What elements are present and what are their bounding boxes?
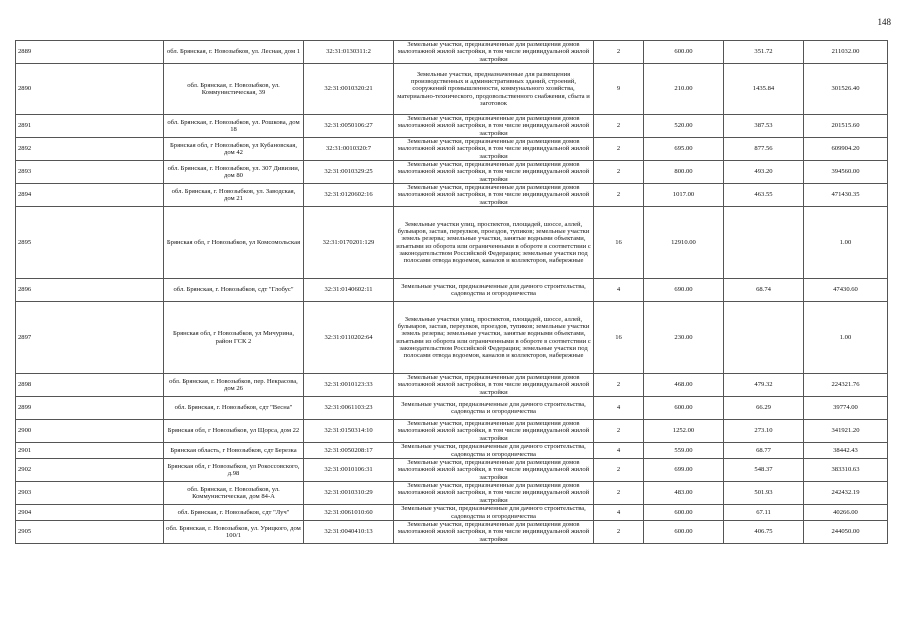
- area-cell: 699.00: [644, 459, 724, 482]
- cadastral-value-cell: 201515.60: [804, 115, 888, 138]
- cadastral-number-cell: 32:31:0140602:11: [304, 279, 394, 302]
- area-cell: 600.00: [644, 41, 724, 64]
- specific-value-cell: 68.77: [724, 443, 804, 459]
- area-cell: 559.00: [644, 443, 724, 459]
- area-cell: 483.00: [644, 482, 724, 505]
- land-use-cell: Земельные участки, предназначенные для размещения домов малоэтажной жилой застройки, в том числе индивидуальной жилой застройки: [394, 374, 594, 397]
- table-row: [16, 138, 888, 161]
- land-use-cell: Земельные участки, предназначенные для размещения домов малоэтажной жилой застройки, в том числе индивидуальной жилой застройки: [394, 41, 594, 64]
- specific-value-cell: [724, 302, 804, 374]
- land-use-cell: Земельные участки, предназначенные для размещения домов малоэтажной жилой застройки, в том числе индивидуальной жилой застройки: [394, 161, 594, 184]
- specific-value-cell: 67.11: [724, 505, 804, 521]
- address-cell: Брянская обл, г Новозыбков, ул Мичурина, район ГСК 2: [164, 302, 304, 374]
- row-number: 2892: [16, 138, 164, 161]
- row-number: 2895: [16, 207, 164, 279]
- group-number-cell: 2: [594, 184, 644, 207]
- specific-value-cell: [724, 207, 804, 279]
- area-cell: 230.00: [644, 302, 724, 374]
- group-number-cell: 2: [594, 138, 644, 161]
- cadastral-value-cell: 609904.20: [804, 138, 888, 161]
- address-cell: обл. Брянская, г. Новозыбков, ул. Коммунистическая, 39: [164, 64, 304, 115]
- cadastral-value-cell: 211032.00: [804, 41, 888, 64]
- area-cell: 690.00: [644, 279, 724, 302]
- cadastral-number-cell: 32:31:0010320:21: [304, 64, 394, 115]
- group-number-cell: 2: [594, 115, 644, 138]
- cadastral-number-cell: 32:31:0061010:60: [304, 505, 394, 521]
- land-use-cell: Земельные участки, предназначенные для размещения домов малоэтажной жилой застройки, в том числе индивидуальной жилой застройки: [394, 184, 594, 207]
- row-number: 2899: [16, 397, 164, 420]
- group-number-cell: 2: [594, 161, 644, 184]
- area-cell: 1017.00: [644, 184, 724, 207]
- row-number: 2890: [16, 64, 164, 115]
- group-number-cell: 2: [594, 459, 644, 482]
- group-number-cell: 9: [594, 64, 644, 115]
- cadastral-number-cell: 32:31:0010329:25: [304, 161, 394, 184]
- specific-value-cell: 548.37: [724, 459, 804, 482]
- cadastral-number-cell: 32:31:0061103:23: [304, 397, 394, 420]
- specific-value-cell: 479.32: [724, 374, 804, 397]
- area-cell: 600.00: [644, 521, 724, 544]
- area-cell: 520.00: [644, 115, 724, 138]
- table-row: [16, 459, 888, 482]
- cadastral-value-cell: 39774.00: [804, 397, 888, 420]
- cadastral-value-cell: 242432.19: [804, 482, 888, 505]
- table-row: [16, 374, 888, 397]
- specific-value-cell: 1435.84: [724, 64, 804, 115]
- land-use-cell: Земельные участки, предназначенные для размещения домов малоэтажной жилой застройки, в том числе индивидуальной жилой застройки: [394, 482, 594, 505]
- cadastral-number-cell: 32:31:0150314:10: [304, 420, 394, 443]
- cadastral-number-cell: 32:31:0050106:27: [304, 115, 394, 138]
- land-use-cell: Земельные участки, предназначенные для дачного строительства, садоводства и огородничества: [394, 443, 594, 459]
- address-cell: обл. Брянская, г. Новозыбков, ул. Коммунистическая, дом 84-А: [164, 482, 304, 505]
- group-number-cell: 2: [594, 521, 644, 544]
- table-row: [16, 521, 888, 544]
- area-cell: 12910.00: [644, 207, 724, 279]
- land-use-cell: Земельные участки улиц, проспектов, площадей, шоссе, аллей, бульваров, застав, переулков, проездов, тупиков; земельные участки земель резерва; земельные участки, занятые водными объектами, изъятыми из оборота или ограниченными в обороте в соответствии с законодательством Российской Федерации; земельные участки под полосами отвода водоемов, каналов и коллекторов, набережные: [394, 302, 594, 374]
- group-number-cell: 4: [594, 443, 644, 459]
- area-cell: 600.00: [644, 397, 724, 420]
- table-row: [16, 184, 888, 207]
- address-cell: Брянская обл, г Новозыбков, ул Комсомольская: [164, 207, 304, 279]
- table-row: [16, 443, 888, 459]
- specific-value-cell: 501.93: [724, 482, 804, 505]
- cadastral-value-cell: 301526.40: [804, 64, 888, 115]
- row-number: 2897: [16, 302, 164, 374]
- specific-value-cell: 273.10: [724, 420, 804, 443]
- address-cell: обл. Брянская, г. Новозыбков, пер. Некрасова, дом 26: [164, 374, 304, 397]
- table-row: [16, 207, 888, 279]
- land-use-cell: Земельные участки улиц, проспектов, площадей, шоссе, аллей, бульваров, застав, переулков, проездов, тупиков; земельные участки земель резерва; земельные участки, занятые водными объектами, изъятыми из оборота или ограниченными в обороте в соответствии с законодательством Российской Федерации; земельные участки под полосами отвода водоемов, каналов и коллекторов, набережные: [394, 207, 594, 279]
- address-cell: обл. Брянская, г. Новозыбков, сдт "Луч": [164, 505, 304, 521]
- cadastral-number-cell: 32:31:0010123:33: [304, 374, 394, 397]
- group-number-cell: 2: [594, 482, 644, 505]
- cadastral-value-cell: 471430.35: [804, 184, 888, 207]
- table-row: [16, 482, 888, 505]
- specific-value-cell: 387.53: [724, 115, 804, 138]
- row-number: 2891: [16, 115, 164, 138]
- land-use-cell: Земельные участки, предназначенные для размещения домов малоэтажной жилой застройки, в том числе индивидуальной жилой застройки: [394, 521, 594, 544]
- group-number-cell: 4: [594, 505, 644, 521]
- group-number-cell: 2: [594, 374, 644, 397]
- address-cell: обл. Брянская, г. Новозыбков, ул. Лесная, дом 1: [164, 41, 304, 64]
- row-number: 2898: [16, 374, 164, 397]
- table-row: [16, 115, 888, 138]
- land-use-cell: Земельные участки, предназначенные для размещения домов малоэтажной жилой застройки, в том числе индивидуальной жилой застройки: [394, 459, 594, 482]
- cadastral-number-cell: 32:31:0010310:29: [304, 482, 394, 505]
- address-cell: обл. Брянская, г. Новозыбков, сдт "Весна": [164, 397, 304, 420]
- group-number-cell: 4: [594, 279, 644, 302]
- cadastral-number-cell: 32:31:0040410:13: [304, 521, 394, 544]
- row-number: 2903: [16, 482, 164, 505]
- address-cell: Брянская обл, г Новозыбков, ул Рокоссовского, д.98: [164, 459, 304, 482]
- group-number-cell: 16: [594, 207, 644, 279]
- specific-value-cell: 493.20: [724, 161, 804, 184]
- table-row: [16, 420, 888, 443]
- cadastral-value-cell: 40266.00: [804, 505, 888, 521]
- address-cell: Брянская область, г Новозыбков, сдт Березка: [164, 443, 304, 459]
- table-row: [16, 41, 888, 64]
- row-number: 2893: [16, 161, 164, 184]
- address-cell: обл. Брянская, г. Новозыбков, сдт "Глобус": [164, 279, 304, 302]
- row-number: 2896: [16, 279, 164, 302]
- cadastral-number-cell: 32:31:0120602:16: [304, 184, 394, 207]
- specific-value-cell: 406.75: [724, 521, 804, 544]
- address-cell: обл. Брянская, г. Новозыбков, ул. 307 Дивизии, дом 80: [164, 161, 304, 184]
- table-row: [16, 505, 888, 521]
- area-cell: 468.00: [644, 374, 724, 397]
- land-use-cell: Земельные участки, предназначенные для дачного строительства, садоводства и огородничества: [394, 397, 594, 420]
- land-use-cell: Земельные участки, предназначенные для дачного строительства, садоводства и огородничества: [394, 505, 594, 521]
- address-cell: обл. Брянская, г. Новозыбков, ул. Урицкого, дом 100/1: [164, 521, 304, 544]
- cadastral-value-cell: 341921.20: [804, 420, 888, 443]
- cadastral-value-cell: 1.00: [804, 207, 888, 279]
- row-number: 2904: [16, 505, 164, 521]
- land-use-cell: Земельные участки, предназначенные для размещения домов малоэтажной жилой застройки, в том числе индивидуальной жилой застройки: [394, 420, 594, 443]
- row-number: 2894: [16, 184, 164, 207]
- cadastral-value-cell: 383310.63: [804, 459, 888, 482]
- address-cell: обл. Брянская, г. Новозыбков, ул. Заводская, дом 21: [164, 184, 304, 207]
- specific-value-cell: 68.74: [724, 279, 804, 302]
- table-row: [16, 64, 888, 115]
- land-use-cell: Земельные участки, предназначенные для дачного строительства, садоводства и огородничества: [394, 279, 594, 302]
- cadastral-value-cell: 224321.76: [804, 374, 888, 397]
- row-number: 2900: [16, 420, 164, 443]
- cadastral-value-cell: 1.00: [804, 302, 888, 374]
- cadastral-value-cell: 47430.60: [804, 279, 888, 302]
- cadastral-value-cell: 394560.00: [804, 161, 888, 184]
- specific-value-cell: 351.72: [724, 41, 804, 64]
- land-use-cell: Земельные участки, предназначенные для размещения домов малоэтажной жилой застройки, в том числе индивидуальной жилой застройки: [394, 115, 594, 138]
- specific-value-cell: 877.56: [724, 138, 804, 161]
- area-cell: 800.00: [644, 161, 724, 184]
- area-cell: 600.00: [644, 505, 724, 521]
- specific-value-cell: 463.55: [724, 184, 804, 207]
- area-cell: 210.00: [644, 64, 724, 115]
- cadastral-number-cell: 32:31:0130311:2: [304, 41, 394, 64]
- row-number: 2889: [16, 41, 164, 64]
- group-number-cell: 2: [594, 41, 644, 64]
- table-row: [16, 279, 888, 302]
- table-row: [16, 397, 888, 420]
- address-cell: обл. Брянская, г. Новозыбков, ул. Рошкова, дом 18: [164, 115, 304, 138]
- address-cell: Брянская обл, г Новозыбков, ул Кубановская, дом 42: [164, 138, 304, 161]
- land-use-cell: Земельные участки, предназначенные для размещения домов малоэтажной жилой застройки, в том числе индивидуальной жилой застройки: [394, 138, 594, 161]
- row-number: 2901: [16, 443, 164, 459]
- area-cell: 1252.00: [644, 420, 724, 443]
- group-number-cell: 16: [594, 302, 644, 374]
- address-cell: Брянская обл, г Новозыбков, ул Щорса, дом 22: [164, 420, 304, 443]
- row-number: 2902: [16, 459, 164, 482]
- area-cell: 695.00: [644, 138, 724, 161]
- cadastral-number-cell: 32:31:0010320:7: [304, 138, 394, 161]
- land-use-cell: Земельные участки, предназначенные для размещения производственных и административных зданий, строений, сооружений промышленности, коммунального хозяйства, материально-технического, продовольственного снабжения, сбыта и заготовок: [394, 64, 594, 115]
- table-body: [16, 41, 888, 544]
- row-number: 2905: [16, 521, 164, 544]
- cadastral-number-cell: 32:31:0050208:17: [304, 443, 394, 459]
- group-number-cell: 4: [594, 397, 644, 420]
- cadastral-number-cell: 32:31:0110202:64: [304, 302, 394, 374]
- page-number: 148: [877, 17, 891, 27]
- specific-value-cell: 66.29: [724, 397, 804, 420]
- table-row: [16, 161, 888, 184]
- cadastral-number-cell: 32:31:0010106:31: [304, 459, 394, 482]
- cadastral-value-cell: 244050.00: [804, 521, 888, 544]
- cadastral-value-table: [15, 40, 888, 544]
- group-number-cell: 2: [594, 420, 644, 443]
- cadastral-value-cell: 38442.43: [804, 443, 888, 459]
- table-row: [16, 302, 888, 374]
- cadastral-number-cell: 32:31:0170201:129: [304, 207, 394, 279]
